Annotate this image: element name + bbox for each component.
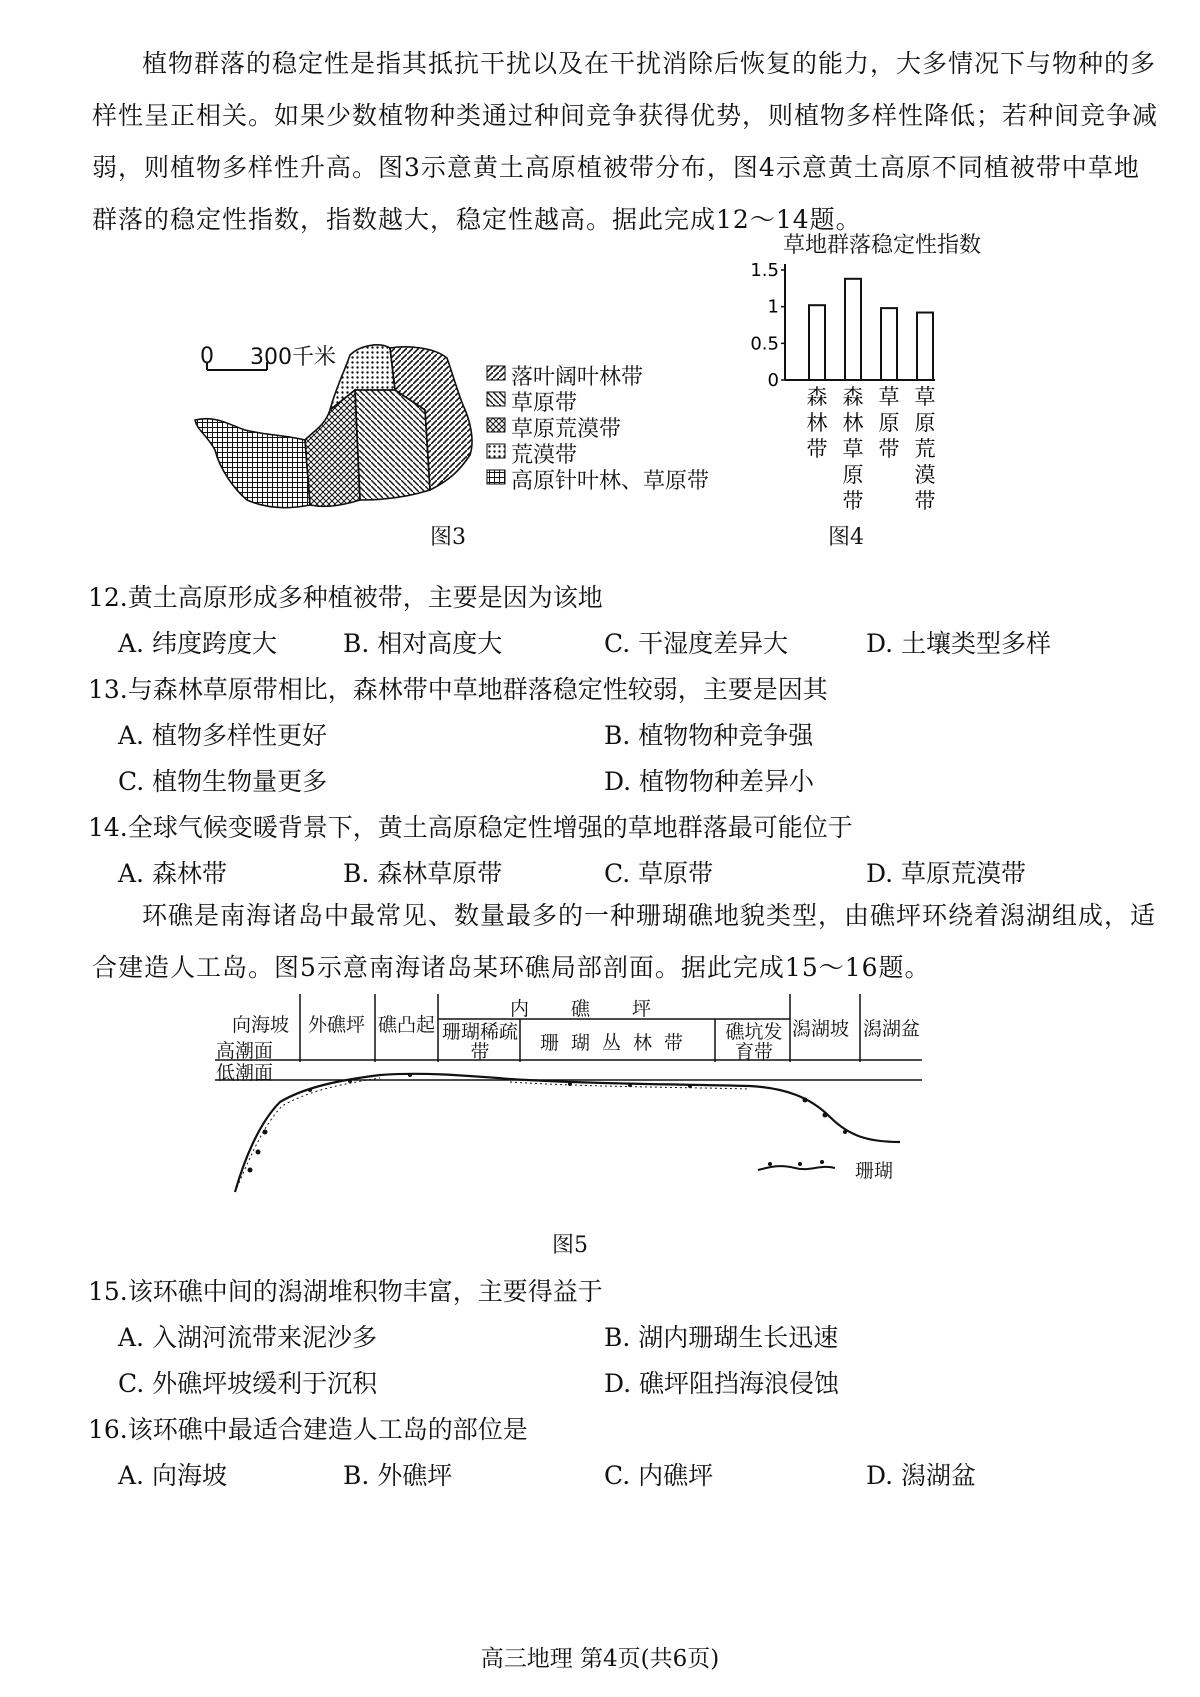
x-category-label: 原 — [914, 411, 936, 435]
x-category-label: 荒 — [914, 437, 936, 461]
q14-option-c: C. 草原带 — [604, 859, 714, 888]
question-12: 12.黄土高原形成多种植被带，主要是因为该地 — [88, 583, 603, 612]
fig4-caption: 图4 — [828, 525, 864, 550]
subzone-sparse-coral: 珊瑚稀疏带 — [442, 1021, 519, 1063]
page-footer: 高三地理 第4页(共6页) — [480, 1646, 720, 1672]
x-category-label: 林 — [842, 411, 864, 435]
zone-reef-rise: 礁凸起 — [378, 1014, 436, 1036]
bar-4 — [917, 313, 933, 380]
scale-label: 300千米 — [250, 345, 336, 370]
legend-label: 荒漠带 — [511, 443, 578, 468]
y-tick-label: 1 — [767, 296, 779, 318]
q16-option-a: A. 向海坡 — [118, 1461, 227, 1490]
legend-swatch-grid-icon — [487, 470, 505, 484]
question-14: 14.全球气候变暖背景下，黄土高原稳定性增强的草地群落最可能位于 — [88, 813, 853, 842]
q12-option-a: A. 纬度跨度大 — [118, 629, 277, 658]
q13-option-b: B. 植物物种竞争强 — [604, 721, 814, 750]
legend-swatch-backdiag-icon — [487, 392, 505, 406]
zone-lagoon-basin: 潟湖盆 — [863, 1018, 921, 1040]
q12-option-c: C. 干湿度差异大 — [604, 629, 789, 658]
figure-4 — [750, 228, 1015, 518]
bar-3 — [881, 308, 897, 380]
bar-1 — [809, 305, 825, 380]
x-category-label: 原 — [878, 411, 900, 435]
q14-option-d: D. 草原荒漠带 — [866, 859, 1027, 888]
x-category-label: 森 — [842, 385, 864, 409]
q16-option-d: D. 潟湖盆 — [866, 1461, 977, 1490]
q16-option-b: B. 外礁坪 — [343, 1461, 453, 1490]
legend-swatch-cross-icon — [487, 418, 505, 432]
legend-swatch-dots-icon — [487, 444, 505, 458]
region-plateau-conifer — [195, 419, 310, 508]
coral-label: 珊瑚 — [855, 1160, 894, 1182]
x-category-label: 草 — [914, 385, 936, 409]
zone-seaward-slope: 向海坡 — [232, 1014, 290, 1036]
x-category-label: 带 — [878, 437, 900, 461]
scale-zero: 0 — [200, 344, 214, 369]
x-category-label: 带 — [914, 489, 936, 513]
legend-label: 草原带 — [511, 391, 578, 416]
subzone-coral-forest: 珊瑚丛林带 — [540, 1032, 696, 1054]
question-16: 16.该环礁中最适合建造人工岛的部位是 — [88, 1415, 528, 1444]
q14-option-a: A. 森林带 — [118, 859, 227, 888]
legend-label: 高原针叶林、草原带 — [511, 469, 710, 494]
q12-option-b: B. 相对高度大 — [343, 629, 503, 658]
x-category-label: 林 — [806, 411, 828, 435]
question-13: 13.与森林草原带相比，森林带中草地群落稳定性较弱，主要是因其 — [88, 675, 828, 704]
zone-inner-reef-flat: 内礁坪 — [510, 998, 694, 1020]
zone-lagoon-slope: 潟湖坡 — [792, 1018, 850, 1040]
subzone-reef-pits: 礁坑发育带 — [725, 1021, 783, 1063]
high-tide-label: 高潮面 — [216, 1040, 274, 1062]
legend-item-deciduous — [487, 360, 727, 390]
q13-option-d: D. 植物物种差异小 — [604, 767, 815, 796]
x-category-label: 森 — [806, 385, 828, 409]
legend-item-grassland-desert — [487, 412, 727, 442]
stability-bar-chart — [750, 258, 995, 528]
x-category-label: 草 — [842, 437, 864, 461]
x-category-label: 漠 — [914, 463, 936, 487]
x-category-label: 草 — [878, 385, 900, 409]
legend-label: 草原荒漠带 — [511, 417, 622, 442]
legend-label: 落叶阔叶林带 — [511, 365, 644, 390]
q14-option-b: B. 森林草原带 — [343, 859, 503, 888]
y-tick-label: 0.5 — [750, 333, 779, 355]
bar-2 — [845, 279, 861, 380]
q12-option-d: D. 土壤类型多样 — [866, 629, 1052, 658]
q15-option-d: D. 礁坪阻挡海浪侵蚀 — [604, 1369, 840, 1398]
q15-option-c: C. 外礁坪坡缓利于沉积 — [118, 1369, 378, 1398]
chart-title: 草地群落稳定性指数 — [783, 233, 982, 258]
legend-item-grassland — [487, 386, 727, 416]
q13-option-c: C. 植物生物量更多 — [118, 767, 328, 796]
q15-option-a: A. 入湖河流带来泥沙多 — [118, 1323, 377, 1352]
legend-item-plateau — [487, 464, 727, 494]
figure-3 — [185, 330, 725, 530]
fig5-caption: 图5 — [552, 1233, 588, 1258]
intro-paragraph-2: 环礁是南海诸岛中最常见、数量最多的一种珊瑚礁地貌类型，由礁坪环绕着潟湖组成，适合建造人工岛。图5示意南海诸岛某环礁局部剖面。据此完成15～16题。 — [92, 901, 1157, 982]
legend-item-desert — [487, 438, 727, 468]
fig3-caption: 图3 — [430, 525, 466, 550]
fig3-legend — [487, 360, 727, 494]
x-category-label: 原 — [842, 463, 864, 487]
q16-option-c: C. 内礁坪 — [604, 1461, 714, 1490]
legend-swatch-diag-icon — [487, 366, 505, 380]
x-category-label: 带 — [806, 437, 828, 461]
intro-paragraph-1: 植物群落的稳定性是指其抵抗干扰以及在干扰消除后恢复的能力，大多情况下与物种的多样性呈正相关。如果少数植物种类通过种间竞争获得优势，则植物多样性降低；若种间竞争减弱，则植物多样性升高。图3示意黄土高原植被带分布，图4示意黄土高原不同植被带中草地群落的稳定性指数，指数越大，稳定性越高。据此完成12～14题。 — [92, 49, 1159, 234]
question-15: 15.该环礁中间的潟湖堆积物丰富，主要得益于 — [88, 1277, 603, 1306]
y-tick-label: 1.5 — [750, 260, 779, 281]
low-tide-label: 低潮面 — [216, 1062, 274, 1084]
y-tick-label: 0 — [767, 370, 779, 391]
q13-option-a: A. 植物多样性更好 — [118, 721, 327, 750]
x-category-label: 带 — [842, 489, 864, 513]
figure-5 — [210, 992, 930, 1207]
zone-outer-reef-flat: 外礁坪 — [308, 1014, 366, 1036]
q15-option-b: B. 湖内珊瑚生长迅速 — [604, 1323, 839, 1352]
